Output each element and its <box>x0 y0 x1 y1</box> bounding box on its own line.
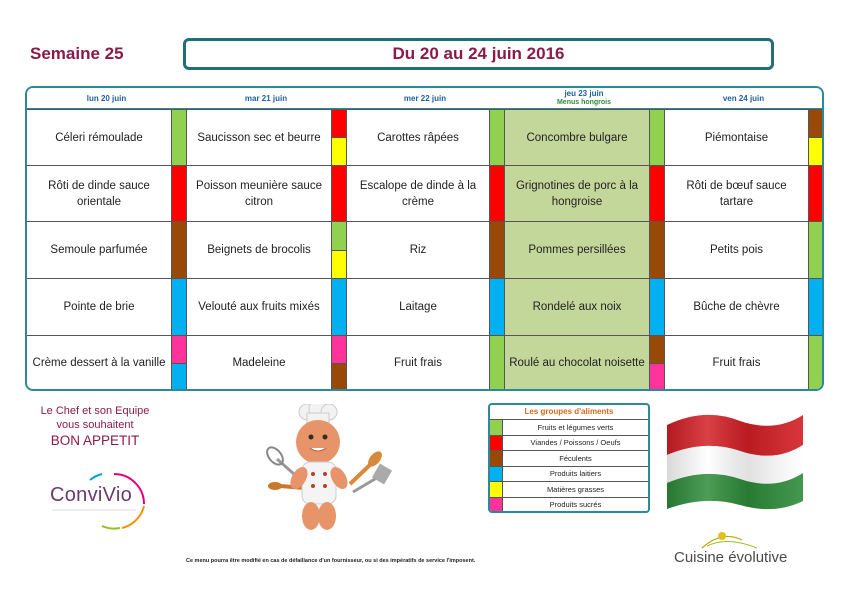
day-label: jeu 23 juin <box>564 89 604 98</box>
legend-swatch-pink <box>490 498 503 513</box>
food-group-tag <box>489 221 504 278</box>
menu-table <box>25 86 824 391</box>
legend-label: Féculents <box>559 453 592 463</box>
food-group-tag <box>331 165 346 221</box>
food-group-swatch-red <box>490 166 504 221</box>
legend-item <box>490 435 648 451</box>
food-group-swatch-yellow <box>332 250 346 279</box>
food-group-swatch-green <box>490 336 504 390</box>
legend-item <box>490 497 648 513</box>
dish-cell: Pommes persillées <box>504 221 649 278</box>
food-group-swatch-blue <box>490 279 504 335</box>
food-group-swatch-green <box>809 222 823 278</box>
legend-rows <box>490 419 648 512</box>
food-group-swatch-green <box>490 110 504 165</box>
dish-cell: Fruit frais <box>664 335 808 390</box>
day-subtitle: Menus hongrois <box>556 99 612 106</box>
chef-message-line1: Le Chef et son Equipe <box>40 405 150 417</box>
food-group-swatch-green <box>332 222 346 250</box>
dish-cell: Riz <box>346 221 489 278</box>
dish-cell: Madeleine <box>186 335 331 390</box>
week-label: Semaine 25 <box>30 44 124 63</box>
legend-label: Viandes / Poissons / Oeufs <box>530 438 621 448</box>
food-group-swatch-blue <box>809 279 823 335</box>
food-group-tag <box>331 278 346 335</box>
food-group-swatch-blue <box>172 279 186 335</box>
food-group-tag <box>489 335 504 390</box>
legend-swatch-brown <box>490 451 503 466</box>
food-group-tag <box>649 335 664 390</box>
dish-cell: Velouté aux fruits mixés <box>186 278 331 335</box>
food-group-swatch-red <box>332 166 346 221</box>
food-group-tag <box>649 221 664 278</box>
cuisine-evolutive-logo-icon <box>672 528 802 573</box>
food-group-swatch-yellow <box>332 137 346 165</box>
chef-message <box>30 404 160 450</box>
food-group-tag <box>171 165 186 221</box>
hungary-flag-icon <box>665 405 805 510</box>
food-group-swatch-red <box>172 166 186 221</box>
legend-item <box>490 466 648 482</box>
food-group-swatch-green <box>650 110 664 165</box>
footer-note: Ce menu pourra être modifié en cas de défaillance d'un fournisseur, ou si des impératifs de service l'imposent. <box>186 558 476 564</box>
food-group-swatch-pink <box>172 336 186 363</box>
food-group-swatch-green <box>809 336 823 390</box>
legend-swatch-red <box>490 436 503 451</box>
food-group-swatch-yellow <box>809 137 823 165</box>
dish-cell: Piémontaise <box>664 109 808 165</box>
dish-cell: Carottes râpées <box>346 109 489 165</box>
dish-cell: Beignets de brocolis <box>186 221 331 278</box>
food-group-tag <box>171 109 186 165</box>
food-group-tag <box>808 278 823 335</box>
food-group-tag <box>331 335 346 390</box>
legend-swatch-yellow <box>490 482 503 497</box>
day-label: ven 24 juin <box>722 93 765 103</box>
dish-cell: Bûche de chèvre <box>664 278 808 335</box>
legend-label: Fruits et légumes verts <box>537 422 614 432</box>
food-group-swatch-brown <box>650 222 664 278</box>
day-header-3 <box>504 88 664 109</box>
day-header-1 <box>186 88 346 109</box>
day-label: mer 22 juin <box>403 93 447 103</box>
food-group-swatch-brown <box>650 336 664 363</box>
dish-cell: Poisson meunière sauce citron <box>186 165 331 221</box>
dish-cell: Fruit frais <box>346 335 489 390</box>
food-group-tag <box>331 109 346 165</box>
food-group-tag <box>649 165 664 221</box>
chef-message-line3: BON APPETIT <box>50 433 140 448</box>
convivio-logo-icon <box>44 470 156 532</box>
day-header-0 <box>27 88 186 109</box>
period-title-box <box>183 38 774 70</box>
dish-cell: Semoule parfumée <box>27 221 171 278</box>
food-group-tag <box>649 278 664 335</box>
food-group-swatch-brown <box>172 222 186 278</box>
food-group-swatch-red <box>650 166 664 221</box>
legend-swatch-blue <box>490 467 503 482</box>
food-group-tag <box>808 221 823 278</box>
dish-cell: Petits pois <box>664 221 808 278</box>
food-group-tag <box>171 221 186 278</box>
dish-cell: Grignotines de porc à la hongroise <box>504 165 649 221</box>
dish-cell: Roulé au chocolat noisette <box>504 335 649 390</box>
dish-cell: Rondelé aux noix <box>504 278 649 335</box>
food-group-swatch-blue <box>172 363 186 391</box>
legend-swatch-green <box>490 420 503 435</box>
dish-cell: Crème dessert à la vanille <box>27 335 171 390</box>
day-header-4 <box>664 88 823 109</box>
menu-grid <box>27 88 822 389</box>
legend-title: Les groupes d'aliments <box>524 407 614 416</box>
food-groups-legend <box>488 403 650 513</box>
food-group-swatch-brown <box>809 110 823 137</box>
cuisine-evolutive-logo-text: Cuisine évolutive <box>674 549 788 566</box>
food-group-swatch-red <box>809 166 823 221</box>
dish-cell: Pointe de brie <box>27 278 171 335</box>
legend-item <box>490 419 648 435</box>
food-group-swatch-blue <box>332 279 346 335</box>
food-group-tag <box>808 165 823 221</box>
food-group-swatch-red <box>332 110 346 137</box>
dish-cell: Rôti de bœuf sauce tartare <box>664 165 808 221</box>
food-group-swatch-green <box>172 110 186 165</box>
food-group-tag <box>489 109 504 165</box>
food-group-tag <box>171 335 186 390</box>
convivio-logo-text: ConviVio <box>50 484 133 506</box>
legend-item <box>490 481 648 497</box>
dish-cell: Escalope de dinde à la crème <box>346 165 489 221</box>
legend-label: Produits sucrés <box>549 500 602 510</box>
food-group-tag <box>489 165 504 221</box>
day-label: mar 21 juin <box>244 93 288 103</box>
food-group-tag <box>808 109 823 165</box>
legend-item <box>490 450 648 466</box>
food-group-tag <box>489 278 504 335</box>
period-title: Du 20 au 24 juin 2016 <box>392 44 565 63</box>
day-header-2 <box>346 88 504 109</box>
dish-cell: Rôti de dinde sauce orientale <box>27 165 171 221</box>
legend-label: Matières grasses <box>546 484 605 494</box>
dish-cell: Céleri rémoulade <box>27 109 171 165</box>
dish-cell: Saucisson sec et beurre <box>186 109 331 165</box>
chef-message-line2: vous souhaitent <box>56 419 134 431</box>
cuisine-evolutive-tagline <box>714 568 715 572</box>
food-group-swatch-pink <box>332 336 346 363</box>
food-group-swatch-blue <box>650 279 664 335</box>
day-label: lun 20 juin <box>86 93 127 103</box>
dish-cell: Concombre bulgare <box>504 109 649 165</box>
food-group-tag <box>808 335 823 390</box>
food-group-tag <box>331 221 346 278</box>
food-group-tag <box>171 278 186 335</box>
dish-cell: Laitage <box>346 278 489 335</box>
legend-label: Produits laitiers <box>549 469 602 479</box>
food-group-swatch-brown <box>490 222 504 278</box>
food-group-swatch-brown <box>332 363 346 391</box>
food-group-tag <box>649 109 664 165</box>
food-group-swatch-pink <box>650 363 664 391</box>
chef-mascot-icon <box>255 404 395 539</box>
